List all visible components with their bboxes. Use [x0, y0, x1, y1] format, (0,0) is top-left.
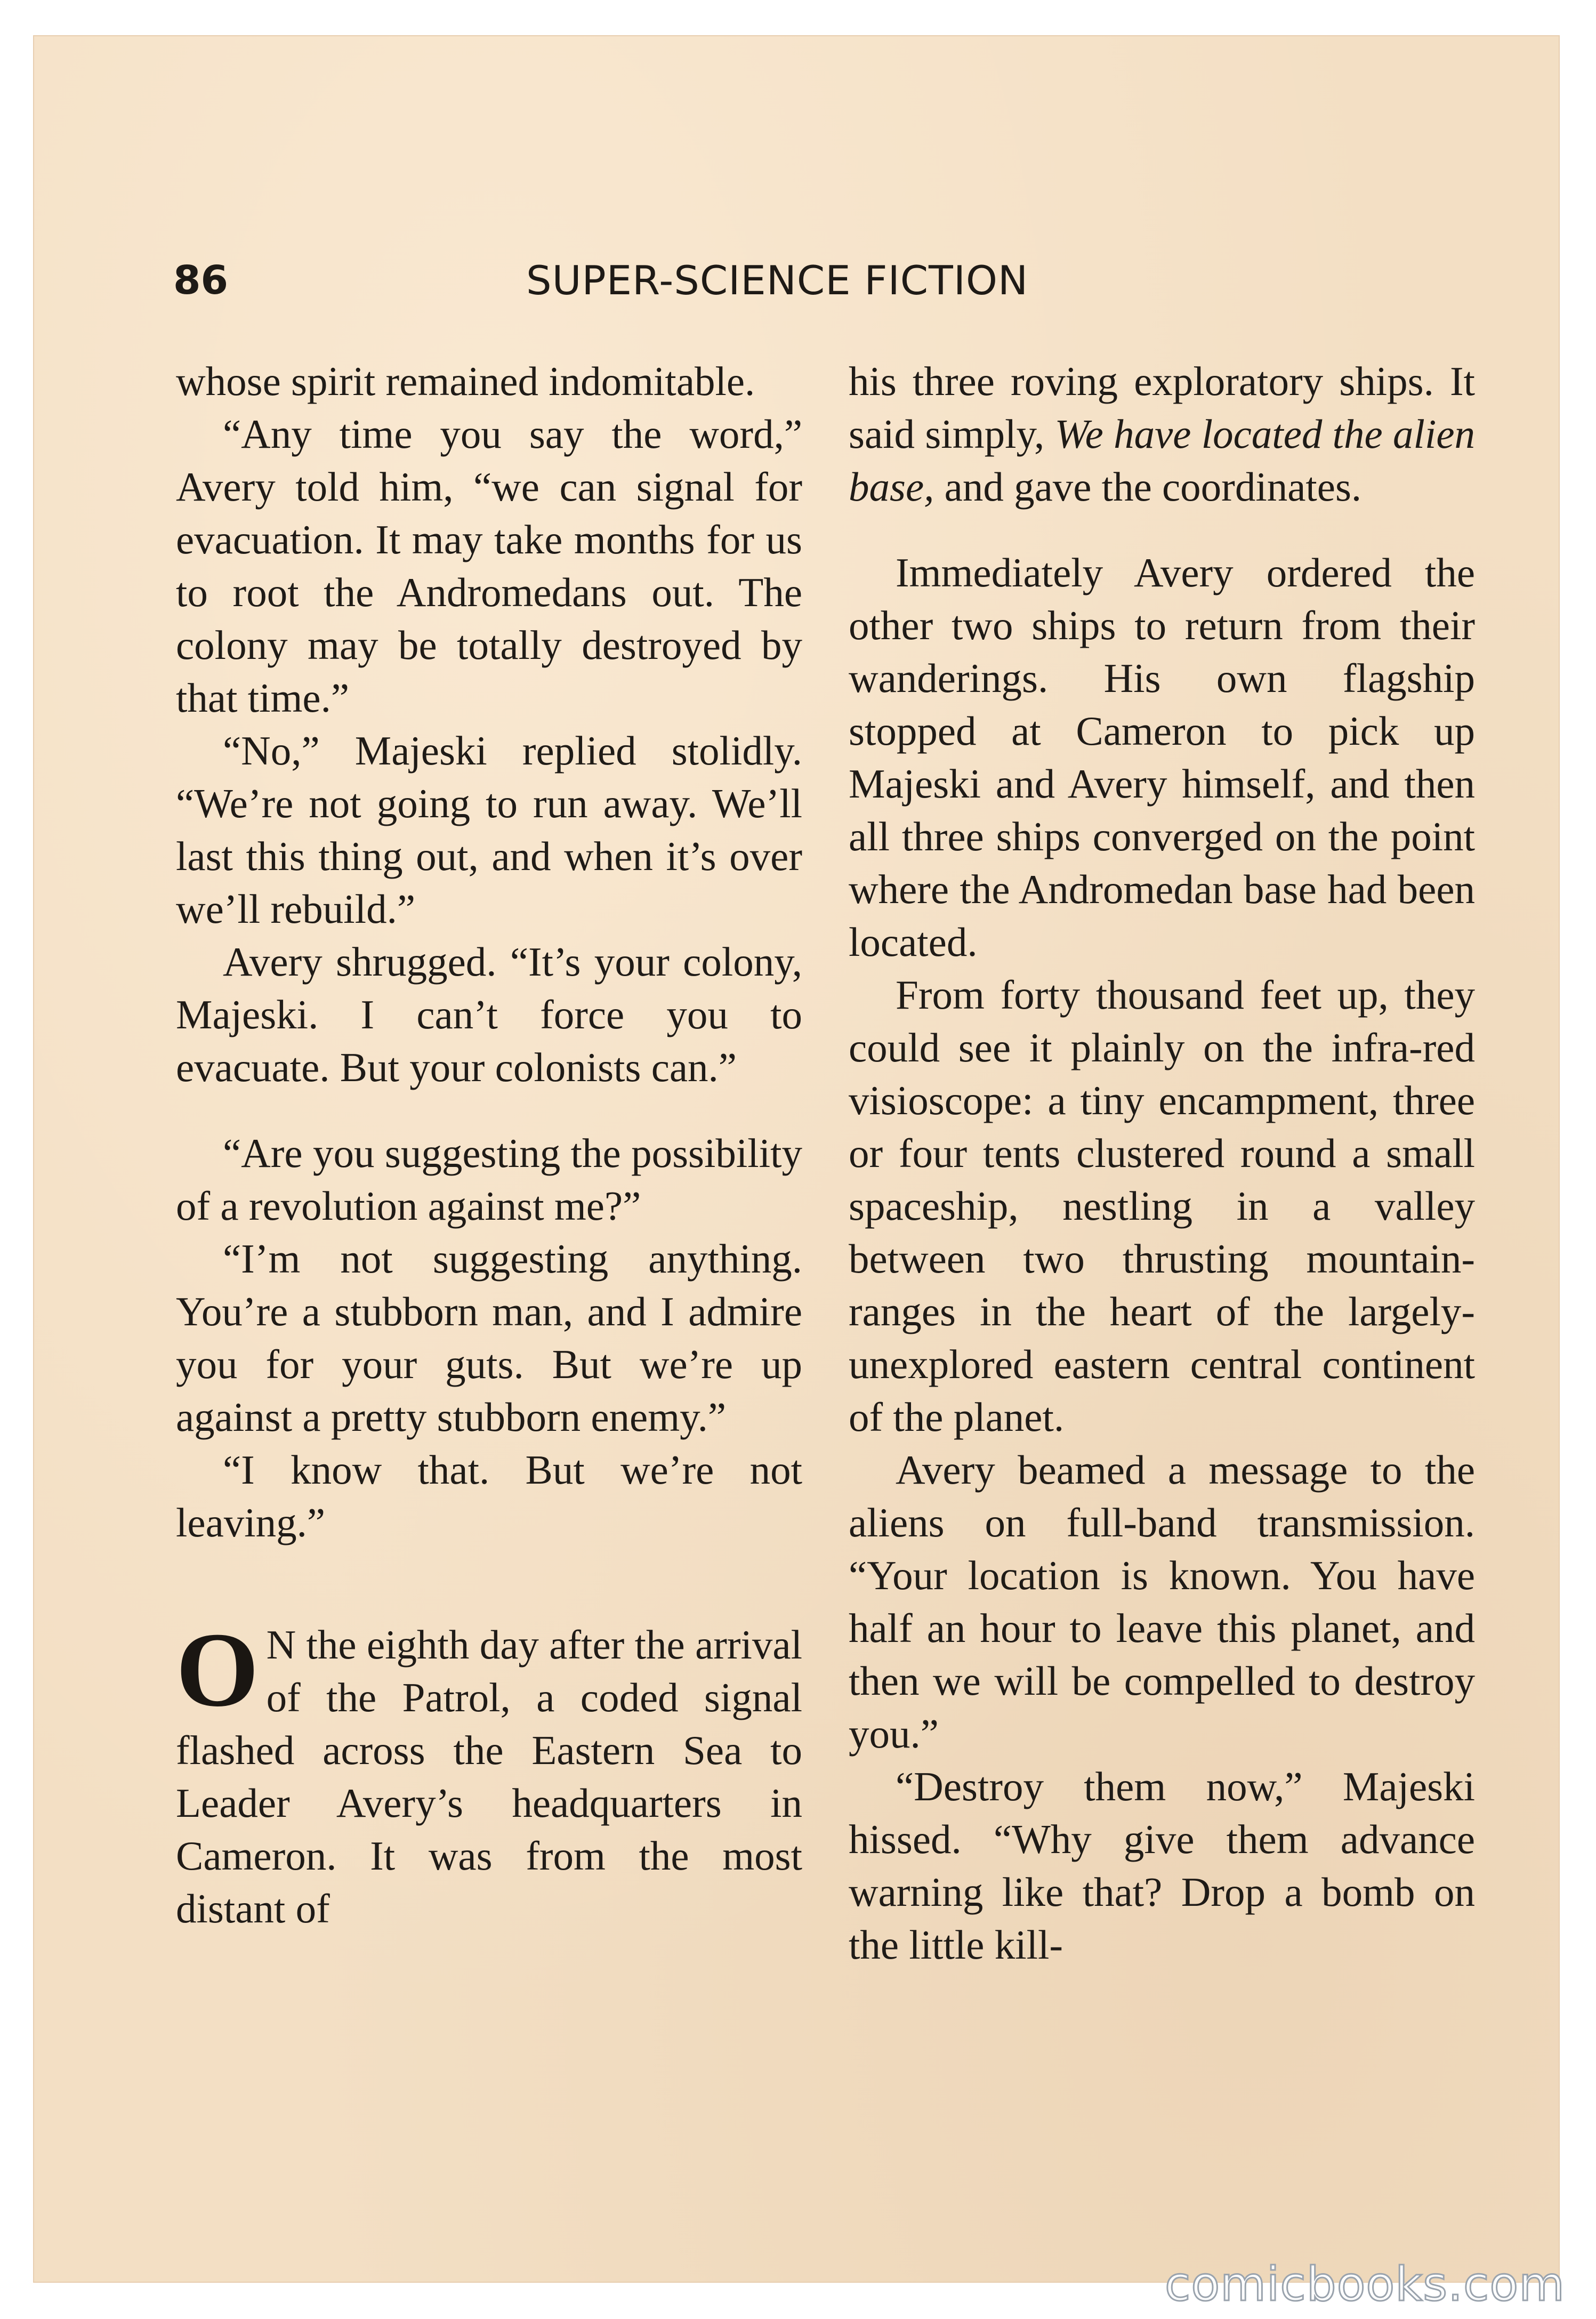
- running-title: SUPER-SCIENCE FICTION: [526, 257, 1029, 304]
- paragraph: From forty thousand feet up, they could see it plainly on the infra-red visioscope: a tiny encampment, three or four tents clustered round a small spaceship, nestling in a valley between two thrusting mountain-ranges in the heart of the largely-unexplored eastern central continent of the planet.: [849, 972, 1475, 1440]
- paragraph: [849, 355, 1475, 513]
- paragraph: Avery shrugged. “It’s your colony, Majeski. I can’t force you to evacuate. But your colonists can.”: [176, 939, 802, 1090]
- paragraph: Avery beamed a message to the aliens on full-band transmission. “Your location is known. You have half an hour to leave this planet, and then we will be compelled to destroy you.”: [849, 1447, 1475, 1757]
- paragraph: “I know that. But we’re not leaving.”: [176, 1447, 802, 1545]
- paragraph: “Any time you say the word,” Avery told him, “we can signal for evacuation. It may take months for us to root the Andromedans out. The colony may be totally destroyed by that time.”: [176, 411, 802, 721]
- paragraph-text: N the eighth day after the arrival of the Patrol, a coded signal flashed across the Eastern Sea to Leader Avery’s headquarters in Cameron. It was from the most distant of: [176, 1622, 802, 1931]
- magazine-page: [33, 35, 1560, 2283]
- drop-cap: O: [176, 1611, 259, 1729]
- paragraph: “No,” Majeski replied stolidly. “We’re not going to run away. We’ll last this thing out, and when it’s over we’ll rebuild.”: [176, 728, 802, 932]
- paragraph: “Are you suggesting the possibility of a revolution against me?”: [176, 1130, 802, 1229]
- section-opening-paragraph: [176, 1611, 802, 1935]
- page-header: [33, 248, 1560, 312]
- italic-message: We have located the alien base,: [849, 411, 1475, 510]
- paragraph-text: his three roving exploratory ships. It said simply,: [849, 358, 1475, 457]
- paragraph: “Destroy them now,” Majeski hissed. “Why give them advance warning like that? Drop a bomb on the little kill-: [849, 1764, 1475, 1968]
- paragraph: Immediately Avery ordered the other two ships to return from their wanderings. His own flagship stopped at Cameron to pick up Majeski and Avery himself, and then all three ships converged on the point where the Andromedan base had been located.: [849, 550, 1475, 965]
- paragraph-text: and gave the coordinates.: [944, 464, 1362, 510]
- site-watermark: comicbooks.com: [1164, 2257, 1565, 2312]
- right-column: [849, 355, 1475, 1971]
- paragraph: “I’m not suggesting anything. You’re a stubborn man, and I admire you for your guts. But we’re up against a pretty stubborn enemy.”: [176, 1236, 802, 1440]
- paragraph: whose spirit remained indomitable.: [176, 358, 755, 404]
- left-column: [176, 355, 802, 1935]
- page-number: 86: [173, 257, 228, 303]
